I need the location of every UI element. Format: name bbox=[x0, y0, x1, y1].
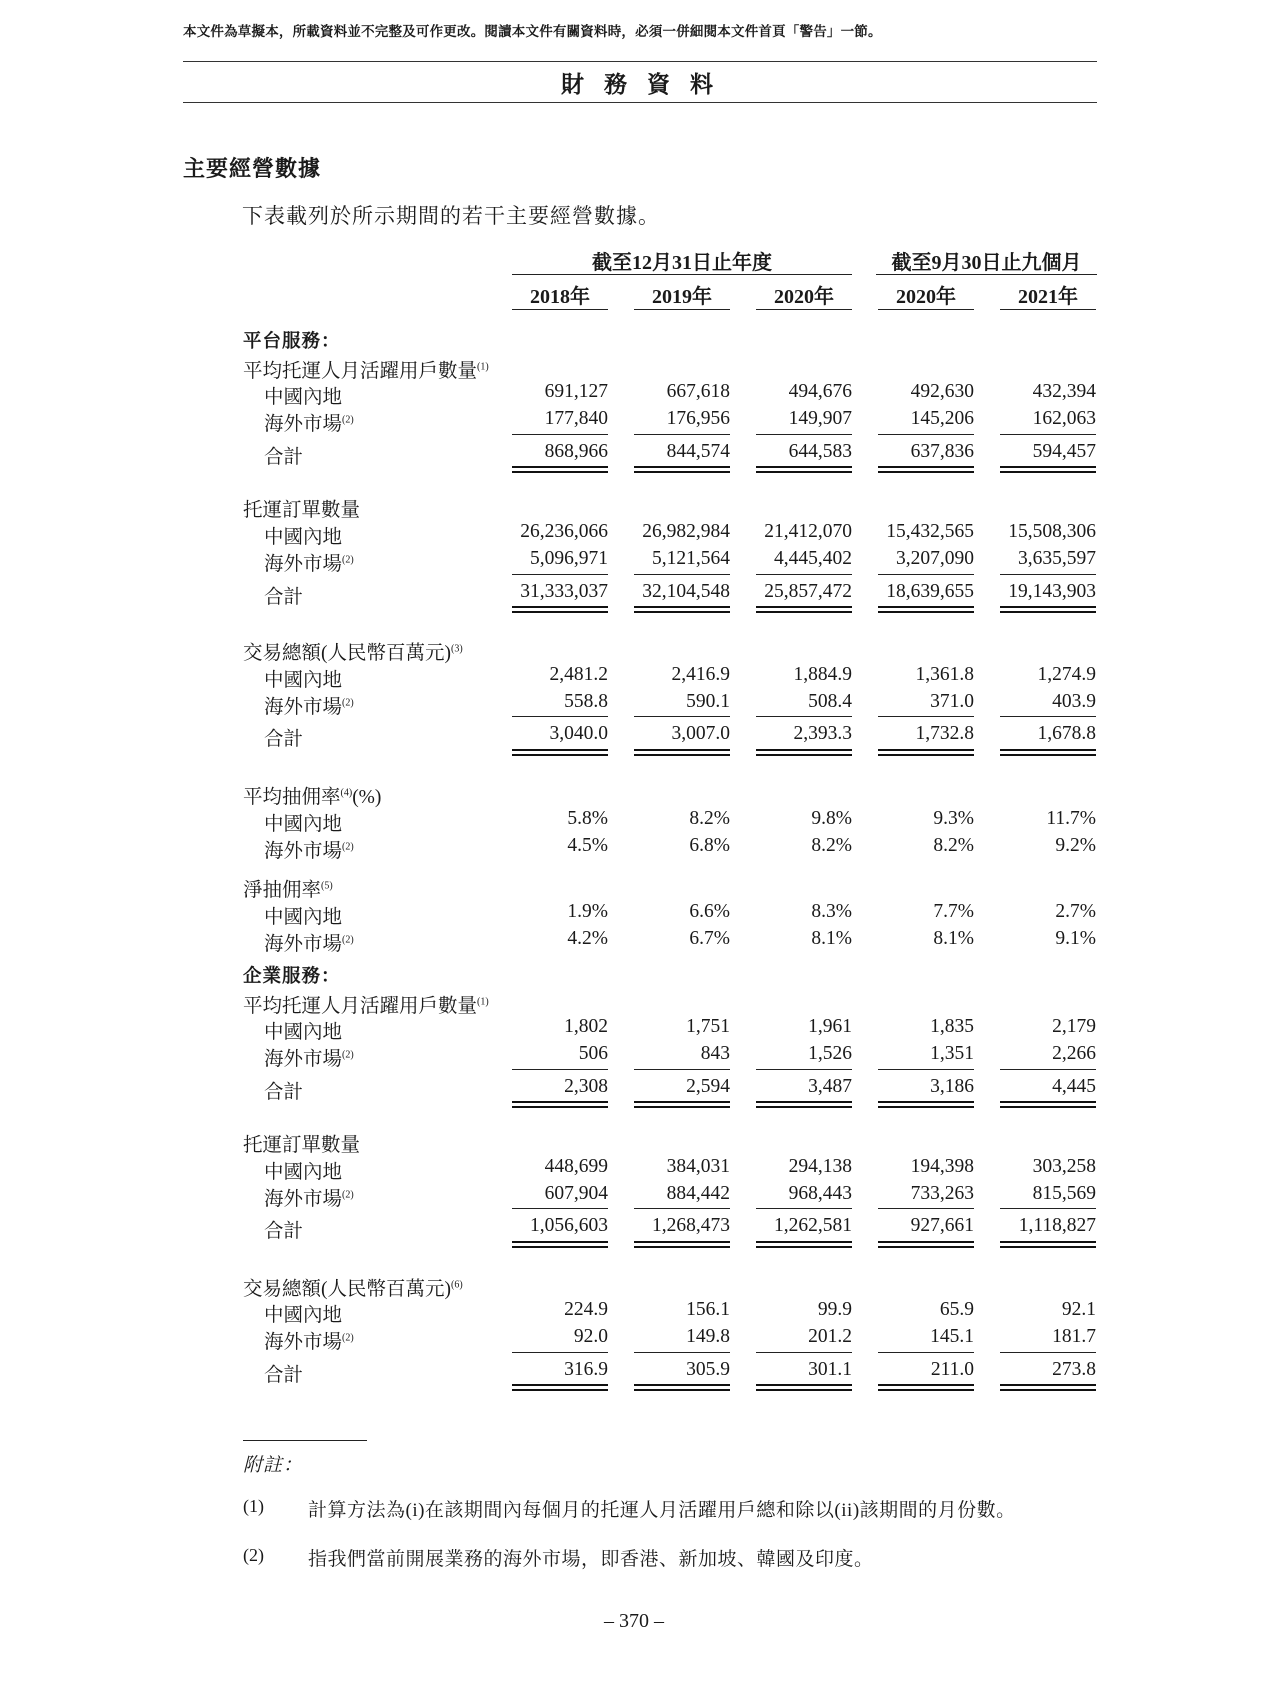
cell-value: 2,266 bbox=[1052, 1043, 1096, 1064]
cell-value: 843 bbox=[700, 1043, 730, 1064]
row-label-text: 海外市場 bbox=[264, 1189, 343, 1210]
total-double-rule bbox=[512, 1384, 608, 1391]
subtotal-rule bbox=[1000, 1069, 1096, 1070]
row-label-text: 海外市場 bbox=[264, 841, 343, 862]
total-double-rule bbox=[756, 1384, 852, 1391]
subtotal-rule bbox=[1000, 574, 1096, 575]
cell-value: 25,857,472 bbox=[764, 581, 852, 602]
cell-value: 5,096,971 bbox=[530, 548, 608, 569]
subtotal-rule bbox=[878, 716, 974, 717]
subtotal-rule bbox=[878, 1352, 974, 1353]
subtotal-rule bbox=[634, 574, 730, 575]
cell-value: 1,526 bbox=[808, 1043, 852, 1064]
cell-value: 8.2% bbox=[689, 808, 730, 829]
subtotal-rule bbox=[1000, 434, 1096, 435]
cell-value: 844,574 bbox=[666, 441, 730, 462]
row-label-suffix: (%) bbox=[352, 787, 382, 808]
subtotal-rule bbox=[878, 434, 974, 435]
year-header-rule bbox=[1000, 309, 1096, 310]
total-double-rule bbox=[1000, 749, 1096, 756]
total-double-rule bbox=[512, 1101, 608, 1108]
footnote-ref: (5) bbox=[321, 880, 333, 892]
cell-value: 6.8% bbox=[689, 835, 730, 856]
cell-value: 145,206 bbox=[910, 408, 974, 429]
subtotal-rule bbox=[756, 574, 852, 575]
cell-value: 1,961 bbox=[808, 1016, 852, 1037]
row-label-text: 合計 bbox=[264, 729, 304, 750]
cell-value: 607,904 bbox=[544, 1183, 608, 1204]
row-label-text: 海外市場 bbox=[264, 554, 343, 575]
cell-value: 3,007.0 bbox=[671, 723, 730, 744]
row-label bbox=[264, 521, 342, 549]
cell-value: 1,835 bbox=[930, 1016, 974, 1037]
cell-value: 305.9 bbox=[686, 1359, 730, 1380]
footnote-text: 指我們當前開展業務的海外市場，即香港、新加坡、韓國及印度。 bbox=[308, 1549, 874, 1570]
footnote-ref: (3) bbox=[451, 643, 463, 655]
row-label bbox=[264, 664, 342, 692]
row-label bbox=[264, 1359, 303, 1387]
row-label-text: 中國內地 bbox=[264, 527, 343, 548]
total-double-rule bbox=[878, 1101, 974, 1108]
cell-value: 2,481.2 bbox=[549, 664, 608, 685]
row-label bbox=[264, 1043, 354, 1071]
total-double-rule bbox=[878, 466, 974, 473]
header-rule-bottom bbox=[183, 102, 1097, 103]
section-label: 平台服務： bbox=[243, 331, 341, 352]
total-double-rule bbox=[878, 1241, 974, 1248]
cell-value: 968,443 bbox=[788, 1183, 852, 1204]
cell-value: 927,661 bbox=[910, 1215, 974, 1236]
footnote-number: (1) bbox=[243, 1496, 264, 1516]
subtotal-rule bbox=[634, 1352, 730, 1353]
metric-label bbox=[243, 1273, 463, 1301]
cell-value: 506 bbox=[578, 1043, 608, 1064]
footnote-heading: 附註： bbox=[243, 1455, 304, 1476]
footnote-ref: (1) bbox=[477, 361, 489, 373]
cell-value: 194,398 bbox=[910, 1156, 974, 1177]
row-label-text: 中國內地 bbox=[264, 1305, 343, 1326]
row-label-text: 平均托運人月活躍用戶數量 bbox=[243, 996, 478, 1017]
total-double-rule bbox=[634, 1241, 730, 1248]
cell-value: 691,127 bbox=[544, 381, 608, 402]
cell-value: 9.8% bbox=[811, 808, 852, 829]
cell-value: 9.2% bbox=[1055, 835, 1096, 856]
cell-value: 294,138 bbox=[788, 1156, 852, 1177]
cell-value: 11.7% bbox=[1046, 808, 1096, 829]
subtotal-rule bbox=[634, 1069, 730, 1070]
row-label-text: 合計 bbox=[264, 1221, 304, 1242]
cell-value: 4,445,402 bbox=[774, 548, 852, 569]
cell-value: 1,361.8 bbox=[915, 664, 974, 685]
cell-value: 1,751 bbox=[686, 1016, 730, 1037]
cell-value: 815,569 bbox=[1032, 1183, 1096, 1204]
row-label bbox=[264, 548, 354, 576]
intro-text: 下表載列於所示期間的若干主要經營數據。 bbox=[242, 204, 660, 228]
subtotal-rule bbox=[1000, 1352, 1096, 1353]
cell-value: 7.7% bbox=[933, 901, 974, 922]
row-label bbox=[264, 1016, 342, 1044]
total-double-rule bbox=[878, 606, 974, 613]
cell-value: 32,104,548 bbox=[642, 581, 730, 602]
row-label bbox=[264, 1156, 342, 1184]
cell-value: 176,956 bbox=[666, 408, 730, 429]
footnote-ref: (6) bbox=[451, 1279, 463, 1291]
cell-value: 19,143,903 bbox=[1008, 581, 1096, 602]
cell-value: 301.1 bbox=[808, 1359, 852, 1380]
cell-value: 8.2% bbox=[933, 835, 974, 856]
metric-label bbox=[243, 874, 333, 902]
row-label bbox=[264, 381, 342, 409]
cell-value: 1,732.8 bbox=[915, 723, 974, 744]
cell-value: 590.1 bbox=[686, 691, 730, 712]
cell-value: 448,699 bbox=[544, 1156, 608, 1177]
year-header-rule bbox=[634, 309, 730, 310]
row-label bbox=[264, 835, 354, 863]
subtotal-rule bbox=[1000, 1208, 1096, 1209]
cell-value: 316.9 bbox=[564, 1359, 608, 1380]
total-double-rule bbox=[1000, 1384, 1096, 1391]
cell-value: 2,393.3 bbox=[793, 723, 852, 744]
total-double-rule bbox=[512, 1241, 608, 1248]
footnote-ref: (2) bbox=[342, 554, 354, 566]
row-label-text: 中國內地 bbox=[264, 907, 343, 928]
cell-value: 384,031 bbox=[666, 1156, 730, 1177]
footnote-rule bbox=[243, 1440, 367, 1441]
total-double-rule bbox=[512, 749, 608, 756]
row-label-text: 海外市場 bbox=[264, 1332, 343, 1353]
cell-value: 667,618 bbox=[666, 381, 730, 402]
cell-value: 6.6% bbox=[689, 901, 730, 922]
metric-label bbox=[243, 1129, 360, 1157]
footnote-ref: (2) bbox=[342, 1049, 354, 1061]
cell-value: 558.8 bbox=[564, 691, 608, 712]
cell-value: 9.1% bbox=[1055, 928, 1096, 949]
total-double-rule bbox=[634, 606, 730, 613]
cell-value: 2,179 bbox=[1052, 1016, 1096, 1037]
subtotal-rule bbox=[634, 1208, 730, 1209]
row-label-text: 交易總額(人民幣百萬元) bbox=[243, 1279, 451, 1300]
cell-value: 492,630 bbox=[910, 381, 974, 402]
header-rule-top bbox=[183, 61, 1097, 62]
subtotal-rule bbox=[756, 1208, 852, 1209]
metric-label bbox=[243, 637, 463, 665]
cell-value: 3,186 bbox=[930, 1076, 974, 1097]
subtotal-rule bbox=[634, 716, 730, 717]
row-label-text: 平均托運人月活躍用戶數量 bbox=[243, 361, 478, 382]
page-number: – 370 – bbox=[604, 1610, 664, 1632]
row-label bbox=[264, 808, 342, 836]
cell-value: 145.1 bbox=[930, 1326, 974, 1347]
subtotal-rule bbox=[756, 1352, 852, 1353]
total-double-rule bbox=[634, 749, 730, 756]
cell-value: 224.9 bbox=[564, 1299, 608, 1320]
cell-value: 31,333,037 bbox=[520, 581, 608, 602]
cell-value: 884,442 bbox=[666, 1183, 730, 1204]
group-header-nine-months-rule bbox=[876, 274, 1097, 275]
cell-value: 1,678.8 bbox=[1037, 723, 1096, 744]
row-label-text: 交易總額(人民幣百萬元) bbox=[243, 643, 451, 664]
cell-value: 1,274.9 bbox=[1037, 664, 1096, 685]
row-label bbox=[264, 928, 354, 956]
row-label-text: 托運訂單數量 bbox=[243, 1135, 361, 1156]
cell-value: 2,416.9 bbox=[671, 664, 730, 685]
row-label-text: 合計 bbox=[264, 587, 304, 608]
footnote-number: (2) bbox=[243, 1545, 264, 1565]
cell-value: 1,884.9 bbox=[793, 664, 852, 685]
subtotal-rule bbox=[878, 574, 974, 575]
cell-value: 494,676 bbox=[788, 381, 852, 402]
cell-value: 26,236,066 bbox=[520, 521, 608, 542]
total-double-rule bbox=[756, 749, 852, 756]
cell-value: 15,508,306 bbox=[1008, 521, 1096, 542]
total-double-rule bbox=[512, 606, 608, 613]
cell-value: 432,394 bbox=[1032, 381, 1096, 402]
row-label bbox=[264, 441, 303, 469]
cell-value: 8.1% bbox=[811, 928, 852, 949]
row-label-text: 海外市場 bbox=[264, 414, 343, 435]
cell-value: 1,056,603 bbox=[530, 1215, 608, 1236]
cell-value: 2.7% bbox=[1055, 901, 1096, 922]
cell-value: 2,594 bbox=[686, 1076, 730, 1097]
cell-value: 26,982,984 bbox=[642, 521, 730, 542]
total-double-rule bbox=[756, 1241, 852, 1248]
row-label-text: 海外市場 bbox=[264, 934, 343, 955]
year-header: 2021年 bbox=[1018, 286, 1078, 308]
footnote-ref: (2) bbox=[342, 934, 354, 946]
footnote-text: 計算方法為(i)在該期間內每個月的托運人月活躍用戶總和除以(ii)該期間的月份數。 bbox=[308, 1500, 1016, 1521]
total-double-rule bbox=[756, 1101, 852, 1108]
group-header-nine-months: 截至9月30日止九個月 bbox=[891, 252, 1082, 274]
cell-value: 1,118,827 bbox=[1018, 1215, 1096, 1236]
subtotal-rule bbox=[512, 1352, 608, 1353]
row-label-text: 淨抽佣率 bbox=[243, 880, 322, 901]
subtotal-rule bbox=[1000, 716, 1096, 717]
row-label-text: 托運訂單數量 bbox=[243, 500, 361, 521]
year-header: 2018年 bbox=[530, 286, 590, 308]
cell-value: 1,802 bbox=[564, 1016, 608, 1037]
subtotal-rule bbox=[512, 434, 608, 435]
cell-value: 181.7 bbox=[1052, 1326, 1096, 1347]
metric-label bbox=[243, 781, 381, 809]
total-double-rule bbox=[878, 1384, 974, 1391]
row-label-text: 中國內地 bbox=[264, 1022, 343, 1043]
cell-value: 92.1 bbox=[1061, 1299, 1096, 1320]
cell-value: 156.1 bbox=[686, 1299, 730, 1320]
total-double-rule bbox=[634, 466, 730, 473]
cell-value: 637,836 bbox=[910, 441, 974, 462]
metric-label bbox=[243, 990, 489, 1018]
cell-value: 92.0 bbox=[573, 1326, 608, 1347]
metric-label bbox=[243, 355, 489, 383]
row-label-text: 合計 bbox=[264, 1082, 304, 1103]
year-header: 2020年 bbox=[774, 286, 834, 308]
total-double-rule bbox=[1000, 1101, 1096, 1108]
total-double-rule bbox=[878, 749, 974, 756]
cell-value: 21,412,070 bbox=[764, 521, 852, 542]
cell-value: 3,635,597 bbox=[1018, 548, 1096, 569]
year-header: 2019年 bbox=[652, 286, 712, 308]
cell-value: 99.9 bbox=[817, 1299, 852, 1320]
year-header-rule bbox=[756, 309, 852, 310]
cell-value: 303,258 bbox=[1032, 1156, 1096, 1177]
footnote-ref: (4) bbox=[340, 787, 353, 799]
total-double-rule bbox=[512, 466, 608, 473]
cell-value: 508.4 bbox=[808, 691, 852, 712]
row-label bbox=[264, 581, 303, 609]
row-label bbox=[264, 1183, 354, 1211]
cell-value: 9.3% bbox=[933, 808, 974, 829]
subtotal-rule bbox=[878, 1208, 974, 1209]
year-header-rule bbox=[512, 309, 608, 310]
subtotal-rule bbox=[634, 434, 730, 435]
footnote-ref: (2) bbox=[342, 841, 354, 853]
total-double-rule bbox=[756, 606, 852, 613]
cell-value: 644,583 bbox=[788, 441, 852, 462]
subtotal-rule bbox=[756, 434, 852, 435]
total-double-rule bbox=[1000, 466, 1096, 473]
section-label: 企業服務： bbox=[243, 966, 341, 987]
footnote-ref: (2) bbox=[342, 1332, 354, 1344]
cell-value: 594,457 bbox=[1032, 441, 1096, 462]
cell-value: 1,351 bbox=[930, 1043, 974, 1064]
row-label bbox=[264, 723, 303, 751]
cell-value: 3,040.0 bbox=[549, 723, 608, 744]
cell-value: 4,445 bbox=[1052, 1076, 1096, 1097]
cell-value: 15,432,565 bbox=[886, 521, 974, 542]
row-label-text: 中國內地 bbox=[264, 1162, 343, 1183]
total-double-rule bbox=[634, 1384, 730, 1391]
row-label-text: 海外市場 bbox=[264, 697, 343, 718]
footnote-ref: (2) bbox=[342, 414, 354, 426]
cell-value: 8.1% bbox=[933, 928, 974, 949]
footnote-ref: (1) bbox=[477, 996, 489, 1008]
subtotal-rule bbox=[756, 716, 852, 717]
row-label-text: 中國內地 bbox=[264, 814, 343, 835]
cell-value: 371.0 bbox=[930, 691, 974, 712]
subtotal-rule bbox=[512, 1069, 608, 1070]
row-label bbox=[264, 1215, 303, 1243]
page-heading: 主要經營數據 bbox=[183, 157, 322, 182]
cell-value: 5.8% bbox=[567, 808, 608, 829]
row-label-text: 中國內地 bbox=[264, 670, 343, 691]
section-title: 財 務 資 料 bbox=[560, 72, 720, 98]
row-label bbox=[264, 1326, 354, 1354]
subtotal-rule bbox=[756, 1069, 852, 1070]
row-label bbox=[264, 408, 354, 436]
subtotal-rule bbox=[512, 574, 608, 575]
row-label-text: 平均抽佣率 bbox=[243, 787, 341, 808]
cell-value: 1,262,581 bbox=[774, 1215, 852, 1236]
cell-value: 1.9% bbox=[567, 901, 608, 922]
cell-value: 201.2 bbox=[808, 1326, 852, 1347]
group-header-annual: 截至12月31日止年度 bbox=[592, 252, 772, 274]
footnote-ref: (2) bbox=[342, 1189, 354, 1201]
row-label bbox=[264, 691, 354, 719]
cell-value: 403.9 bbox=[1052, 691, 1096, 712]
row-label bbox=[264, 901, 342, 929]
total-double-rule bbox=[1000, 606, 1096, 613]
cell-value: 733,263 bbox=[910, 1183, 974, 1204]
row-label-text: 合計 bbox=[264, 1365, 304, 1386]
cell-value: 149.8 bbox=[686, 1326, 730, 1347]
subtotal-rule bbox=[512, 716, 608, 717]
cell-value: 8.3% bbox=[811, 901, 852, 922]
cell-value: 3,487 bbox=[808, 1076, 852, 1097]
total-double-rule bbox=[634, 1101, 730, 1108]
cell-value: 149,907 bbox=[788, 408, 852, 429]
cell-value: 177,840 bbox=[544, 408, 608, 429]
subtotal-rule bbox=[878, 1069, 974, 1070]
cell-value: 65.9 bbox=[939, 1299, 974, 1320]
year-header-rule bbox=[878, 309, 974, 310]
cell-value: 3,207,090 bbox=[896, 548, 974, 569]
row-label-text: 中國內地 bbox=[264, 387, 343, 408]
footnote-ref: (2) bbox=[342, 697, 354, 709]
cell-value: 6.7% bbox=[689, 928, 730, 949]
cell-value: 4.5% bbox=[567, 835, 608, 856]
cell-value: 5,121,564 bbox=[652, 548, 730, 569]
cell-value: 273.8 bbox=[1052, 1359, 1096, 1380]
metric-label bbox=[243, 494, 360, 522]
row-label bbox=[264, 1299, 342, 1327]
row-label-text: 海外市場 bbox=[264, 1049, 343, 1070]
row-label-text: 合計 bbox=[264, 447, 304, 468]
cell-value: 1,268,473 bbox=[652, 1215, 730, 1236]
group-header-annual-rule bbox=[512, 274, 852, 275]
cell-value: 211.0 bbox=[930, 1359, 974, 1380]
draft-warning: 本文件為草擬本，所載資料並不完整及可作更改。閱讀本文件有關資料時，必須一併細閱本文件首頁「警告」一節。 bbox=[183, 24, 882, 40]
cell-value: 162,063 bbox=[1032, 408, 1096, 429]
total-double-rule bbox=[1000, 1241, 1096, 1248]
cell-value: 8.2% bbox=[811, 835, 852, 856]
row-label bbox=[264, 1076, 303, 1104]
cell-value: 2,308 bbox=[564, 1076, 608, 1097]
cell-value: 4.2% bbox=[567, 928, 608, 949]
total-double-rule bbox=[756, 466, 852, 473]
year-header: 2020年 bbox=[896, 286, 956, 308]
cell-value: 868,966 bbox=[544, 441, 608, 462]
cell-value: 18,639,655 bbox=[886, 581, 974, 602]
subtotal-rule bbox=[512, 1208, 608, 1209]
